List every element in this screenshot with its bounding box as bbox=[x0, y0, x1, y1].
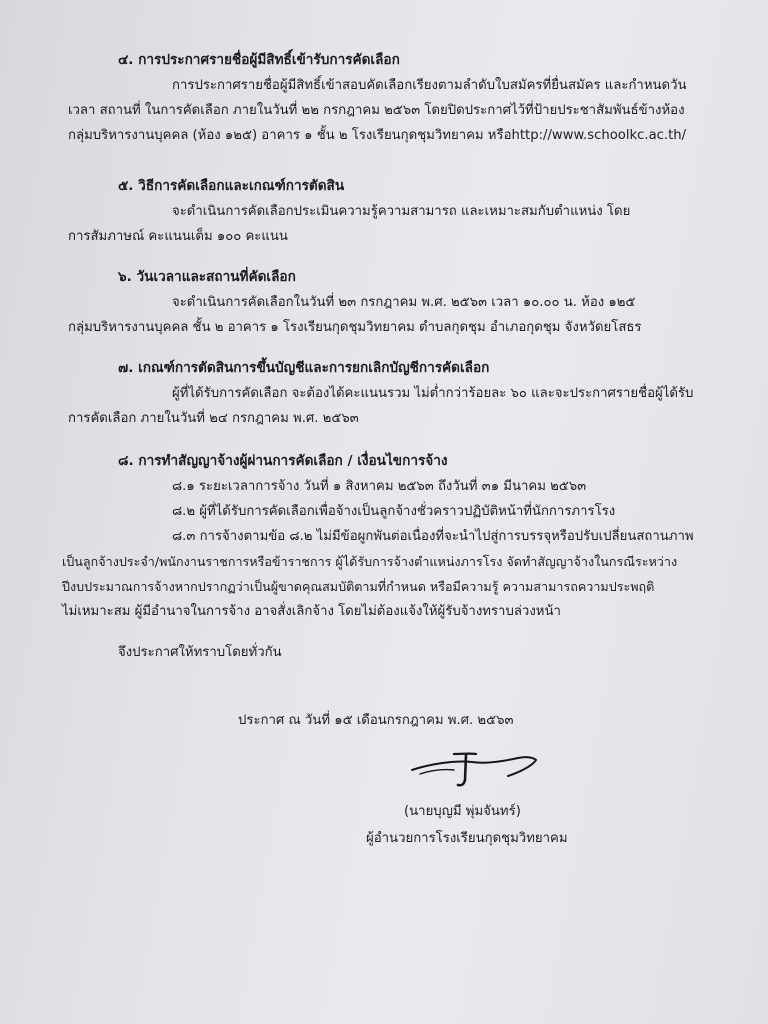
section-7-line-1: ผู้ที่ได้รับการคัดเลือก จะต้องได้คะแนนรวม ไม่ต่ำกว่าร้อยละ ๖๐ และจะประกาศรายชื่อผู้ได้รับ bbox=[172, 386, 694, 401]
section-7-line-2: การคัดเลือก ภายในวันที่ ๒๔ กรกฎาคม พ.ศ. ๒๕๖๓ bbox=[68, 411, 359, 426]
section-5-heading: ๕. วิธีการคัดเลือกและเกณฑ์การตัดสิน bbox=[118, 178, 345, 194]
section-5-line-2: การสัมภาษณ์ คะแนนเต็ม ๑๐๐ คะแนน bbox=[68, 229, 288, 244]
section-4-heading: ๔. การประกาศรายชื่อผู้มีสิทธิ์เข้ารับการคัดเลือก bbox=[118, 52, 400, 68]
section-8-2: ๘.๒ ผู้ที่ได้รับการคัดเลือกเพื่อจ้างเป็นลูกจ้างชั่วคราวปฏิบัติหน้าที่นักการภารโรง bbox=[172, 504, 616, 519]
signer-position: ผู้อำนวยการโรงเรียนกุดชุมวิทยาคม bbox=[366, 831, 568, 846]
section-8-1: ๘.๑ ระยะเวลาการจ้าง วันที่ ๑ สิงหาคม ๒๕๖๓ ถึงวันที่ ๓๑ มีนาคม ๒๕๖๓ bbox=[172, 479, 587, 494]
section-8-3-line-4: ไม่เหมาะสม ผู้มีอำนาจในการจ้าง อาจสั่งเลิกจ้าง โดยไม่ต้องแจ้งให้ผู้รับจ้างทราบล่วงหน้า bbox=[62, 604, 561, 619]
section-6-heading: ๖. วันเวลาและสถานที่คัดเลือก bbox=[118, 269, 296, 285]
signature-mark bbox=[410, 740, 540, 800]
signer-name: (นายบุญมี พุ่มจันทร์) bbox=[404, 804, 521, 819]
section-8-heading: ๘. การทำสัญญาจ้างผู้ผ่านการคัดเลือก / เงื่อนไขการจ้าง bbox=[118, 453, 448, 469]
announcement-date: ประกาศ ณ วันที่ ๑๕ เดือนกรกฎาคม พ.ศ. ๒๕๖๓ bbox=[238, 713, 514, 728]
section-4-line-3: กลุ่มบริหารงานบุคคล (ห้อง ๑๒๕) อาคาร ๑ ชั้น ๒ โรงเรียนกุดชุมวิทยาคม หรือhttp://www.schoolkc.ac.th/ bbox=[68, 128, 687, 143]
section-4-line-1: การประกาศรายชื่อผู้มีสิทธิ์เข้าสอบคัดเลือกเรียงตามลำดับใบสมัครที่ยื่นสมัคร และกำหนดวัน bbox=[172, 78, 687, 93]
section-8-3-line-3: ปีงบประมาณการจ้างหากปรากฏว่าเป็นผู้ขาดคุณสมบัติตามที่กำหนด หรือมีความรู้ ความสามารถความประพฤติ bbox=[62, 579, 655, 594]
section-6-line-2: กลุ่มบริหารงานบุคคล ชั้น ๒ อาคาร ๑ โรงเรียนกุดชุมวิทยาคม ตำบลกุดชุม อำเภอกุดชุม จังหวัดยโสธร bbox=[68, 320, 642, 335]
section-8-3-line-1: ๘.๓ การจ้างตามข้อ ๘.๒ ไม่มีข้อผูกพันต่อเนื่องที่จะนำไปสู่การบรรจุหรือปรับเปลี่ยนสถานภาพ bbox=[172, 529, 694, 544]
section-5-line-1: จะดำเนินการคัดเลือกประเมินความรู้ความสามารถ และเหมาะสมกับตำแหน่ง โดย bbox=[172, 204, 631, 219]
closing-statement: จึงประกาศให้ทราบโดยทั่วกัน bbox=[118, 645, 282, 660]
section-6-line-1: จะดำเนินการคัดเลือกในวันที่ ๒๓ กรกฎาคม พ.ศ. ๒๕๖๓ เวลา ๑๐.๐๐ น. ห้อง ๑๒๕ bbox=[172, 295, 636, 310]
section-4-line-2: เวลา สถานที่ ในการคัดเลือก ภายในวันที่ ๒๒ กรกฎาคม ๒๕๖๓ โดยปิดประกาศไว้ที่ป้ายประชาสัมพันธ์ข้างห้อง bbox=[68, 103, 685, 118]
section-8-3-line-2: เป็นลูกจ้างประจำ/พนักงานราชการหรือข้าราชการ ผู้ได้รับการจ้างตำแหน่งภารโรง จัดทำสัญญาจ้างในกรณีระหว่าง bbox=[62, 554, 678, 569]
section-7-heading: ๗. เกณฑ์การตัดสินการขึ้นบัญชีและการยกเลิกบัญชีการคัดเลือก bbox=[118, 360, 490, 376]
